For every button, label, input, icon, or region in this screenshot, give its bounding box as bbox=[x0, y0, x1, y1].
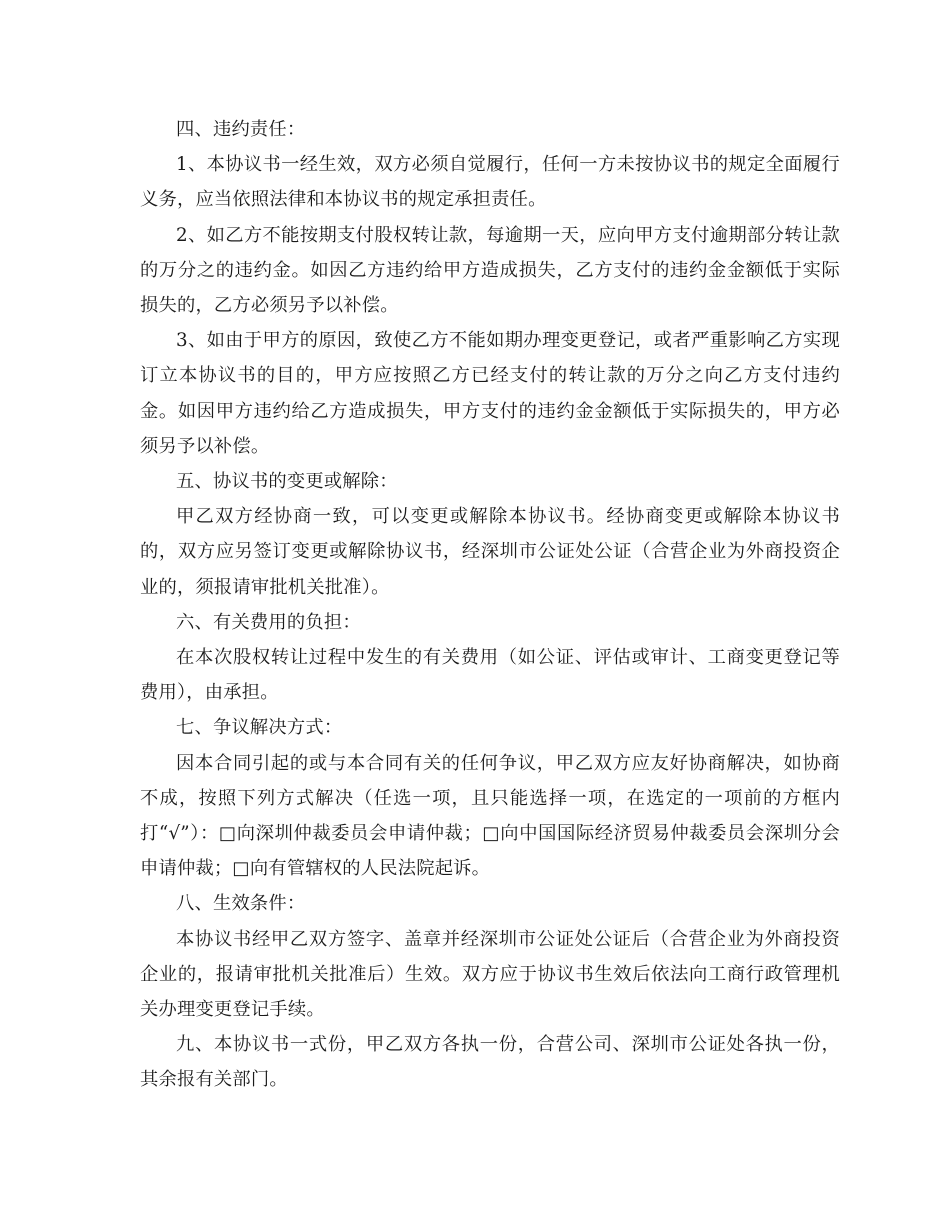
clause-7: 因本合同引起的或与本合同有关的任何争议，甲乙双方应友好协商解决，如协商不成，按照下列方式解决（任选一项，且只能选择一项，在选定的一项前的方框内打“√”）：□向深圳仲裁委员会申请仲裁；□向中国国际经济贸易仲裁委员会深圳分会申请仲裁；□向有管辖权的人民法院起诉。 bbox=[140, 752, 840, 880]
section-heading-effect: 八、生效条件： bbox=[176, 893, 306, 915]
section-heading-dispute: 七、争议解决方式： bbox=[176, 717, 343, 739]
clause-9: 九、本协议书一式份，甲乙双方各执一份，合营公司、深圳市公证处各执一份，其余报有关部门。 bbox=[140, 1034, 840, 1091]
section-heading-amendment: 五、协议书的变更或解除： bbox=[176, 471, 398, 493]
section-heading-breach-liability: 四、违约责任： bbox=[176, 119, 306, 140]
clause-6: 在本次股权转让过程中发生的有关费用（如公证、评估或审计、工商变更登记等费用），由承担。 bbox=[140, 647, 840, 704]
document-body bbox=[140, 112, 840, 1098]
section-heading-fees: 六、有关费用的负担： bbox=[176, 611, 361, 633]
clause-5: 甲乙双方经协商一致，可以变更或解除本协议书。经协商变更或解除本协议书的，双方应另签订变更或解除协议书，经深圳市公证处公证（合营企业为外商投资企业的，须报请审批机关批准）。 bbox=[140, 506, 840, 598]
clause-4-2: 2、如乙方不能按期支付股权转让款，每逾期一天，应向甲方支付逾期部分转让款的万分之的违约金。如因乙方违约给甲方造成损失，乙方支付的违约金金额低于实际损失的，乙方必须另予以补偿。 bbox=[140, 224, 840, 317]
clause-8: 本协议书经甲乙双方签字、盖章并经深圳市公证处公证后（合营企业为外商投资企业的，报请审批机关批准后）生效。双方应于协议书生效后依法向工商行政管理机关办理变更登记手续。 bbox=[140, 928, 840, 1021]
clause-4-3: 3、如由于甲方的原因，致使乙方不能如期办理变更登记，或者严重影响乙方实现订立本协议书的目的，甲方应按照乙方已经支付的转让款的万分之向乙方支付违约金。如因甲方违约给乙方造成损失，甲方支付的违约金金额低于实际损失的，甲方必须另予以补偿。 bbox=[140, 330, 840, 457]
clause-4-1: 1、本协议书一经生效，双方必须自觉履行，任何一方未按协议书的规定全面履行义务，应当依照法律和本协议书的规定承担责任。 bbox=[140, 154, 840, 211]
